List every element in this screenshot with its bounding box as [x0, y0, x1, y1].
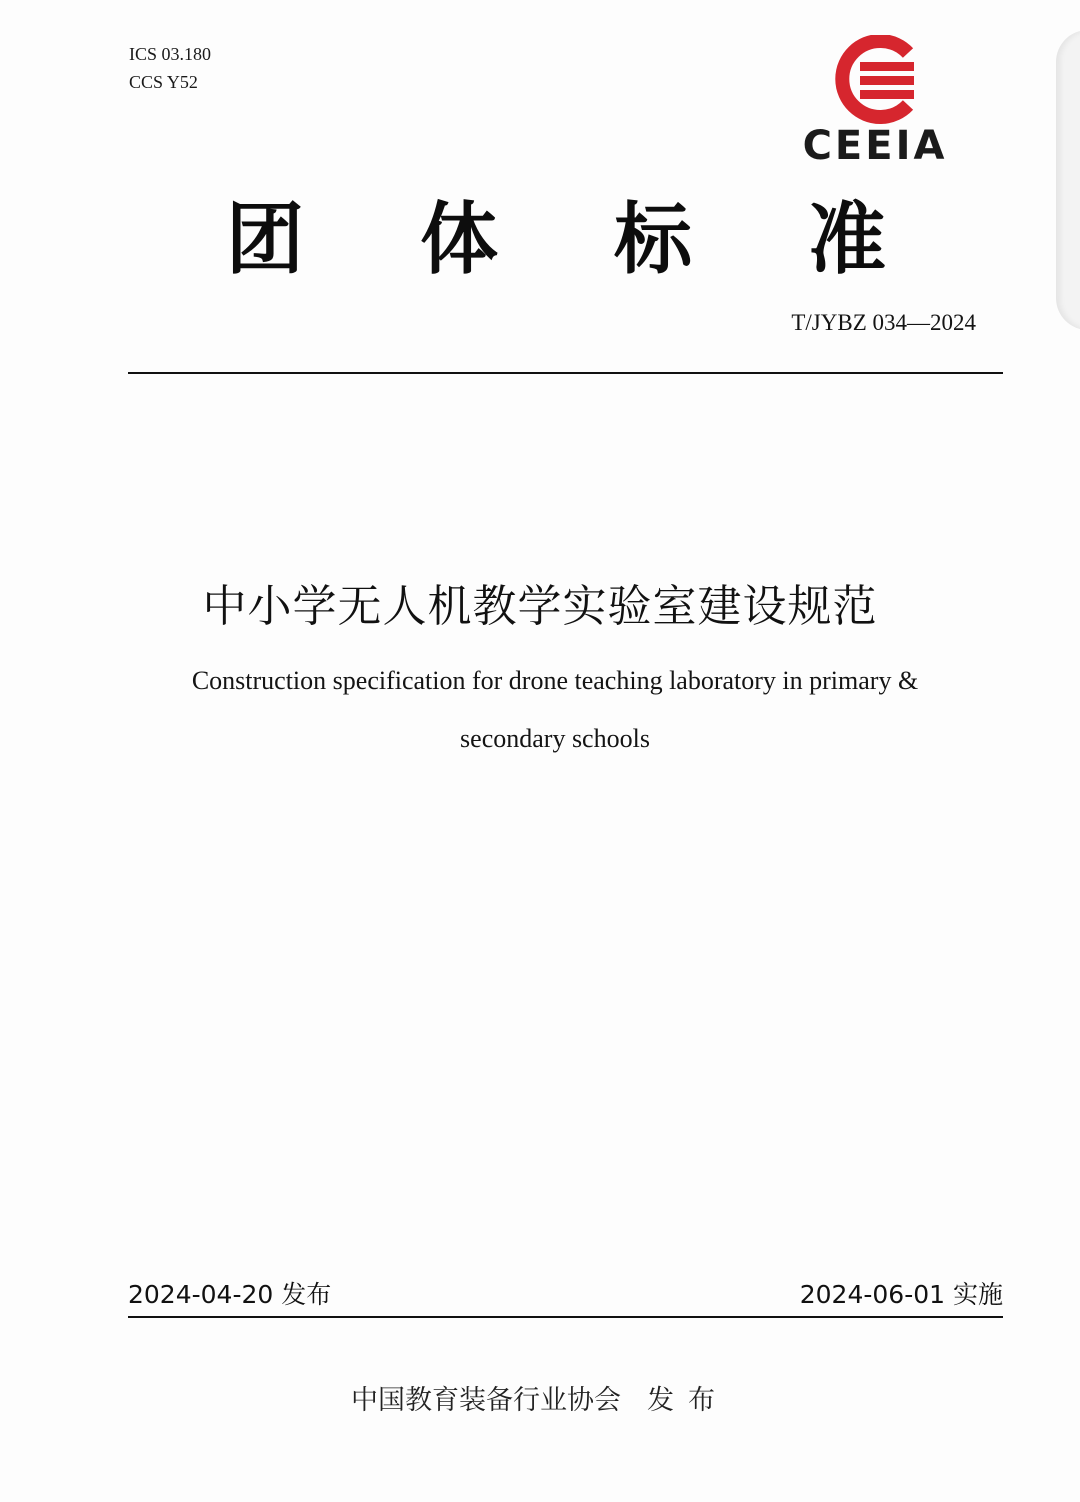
heading-char-4: 准 — [807, 195, 886, 285]
ceeia-logo — [790, 35, 960, 170]
bottom-divider — [128, 1316, 1003, 1318]
implementation-date: 2024-06-01 实施 — [799, 1280, 1003, 1309]
chinese-title: 中小学无人机教学实验室建设规范 — [202, 581, 878, 632]
heading-char-3: 标 — [613, 195, 692, 285]
top-divider — [128, 372, 1003, 374]
publisher-line — [0, 1378, 1080, 1417]
heading-char-2: 体 — [419, 195, 498, 285]
logo-wordmark: CEEIA — [802, 123, 948, 169]
classification-codes — [129, 40, 211, 96]
english-title: Construction specification for drone teaching laboratory in primary & secondary schools — [191, 666, 919, 753]
ccs-code: CCS Y52 — [129, 72, 198, 92]
standard-number: T/JYBZ 034—2024 — [791, 310, 976, 335]
release-date: 2024-04-20 发布 — [128, 1280, 332, 1309]
ceeia-logo-mark — [790, 35, 960, 125]
publisher-action: 发布 — [647, 1385, 729, 1416]
standard-type-heading — [226, 195, 886, 285]
date-row — [128, 1275, 1003, 1313]
ics-code: ICS 03.180 — [129, 44, 212, 64]
heading-char-1: 团 — [226, 195, 305, 285]
page-edge-shadow — [1056, 30, 1080, 330]
publisher-organization: 中国教育装备行业协会 — [351, 1385, 621, 1416]
